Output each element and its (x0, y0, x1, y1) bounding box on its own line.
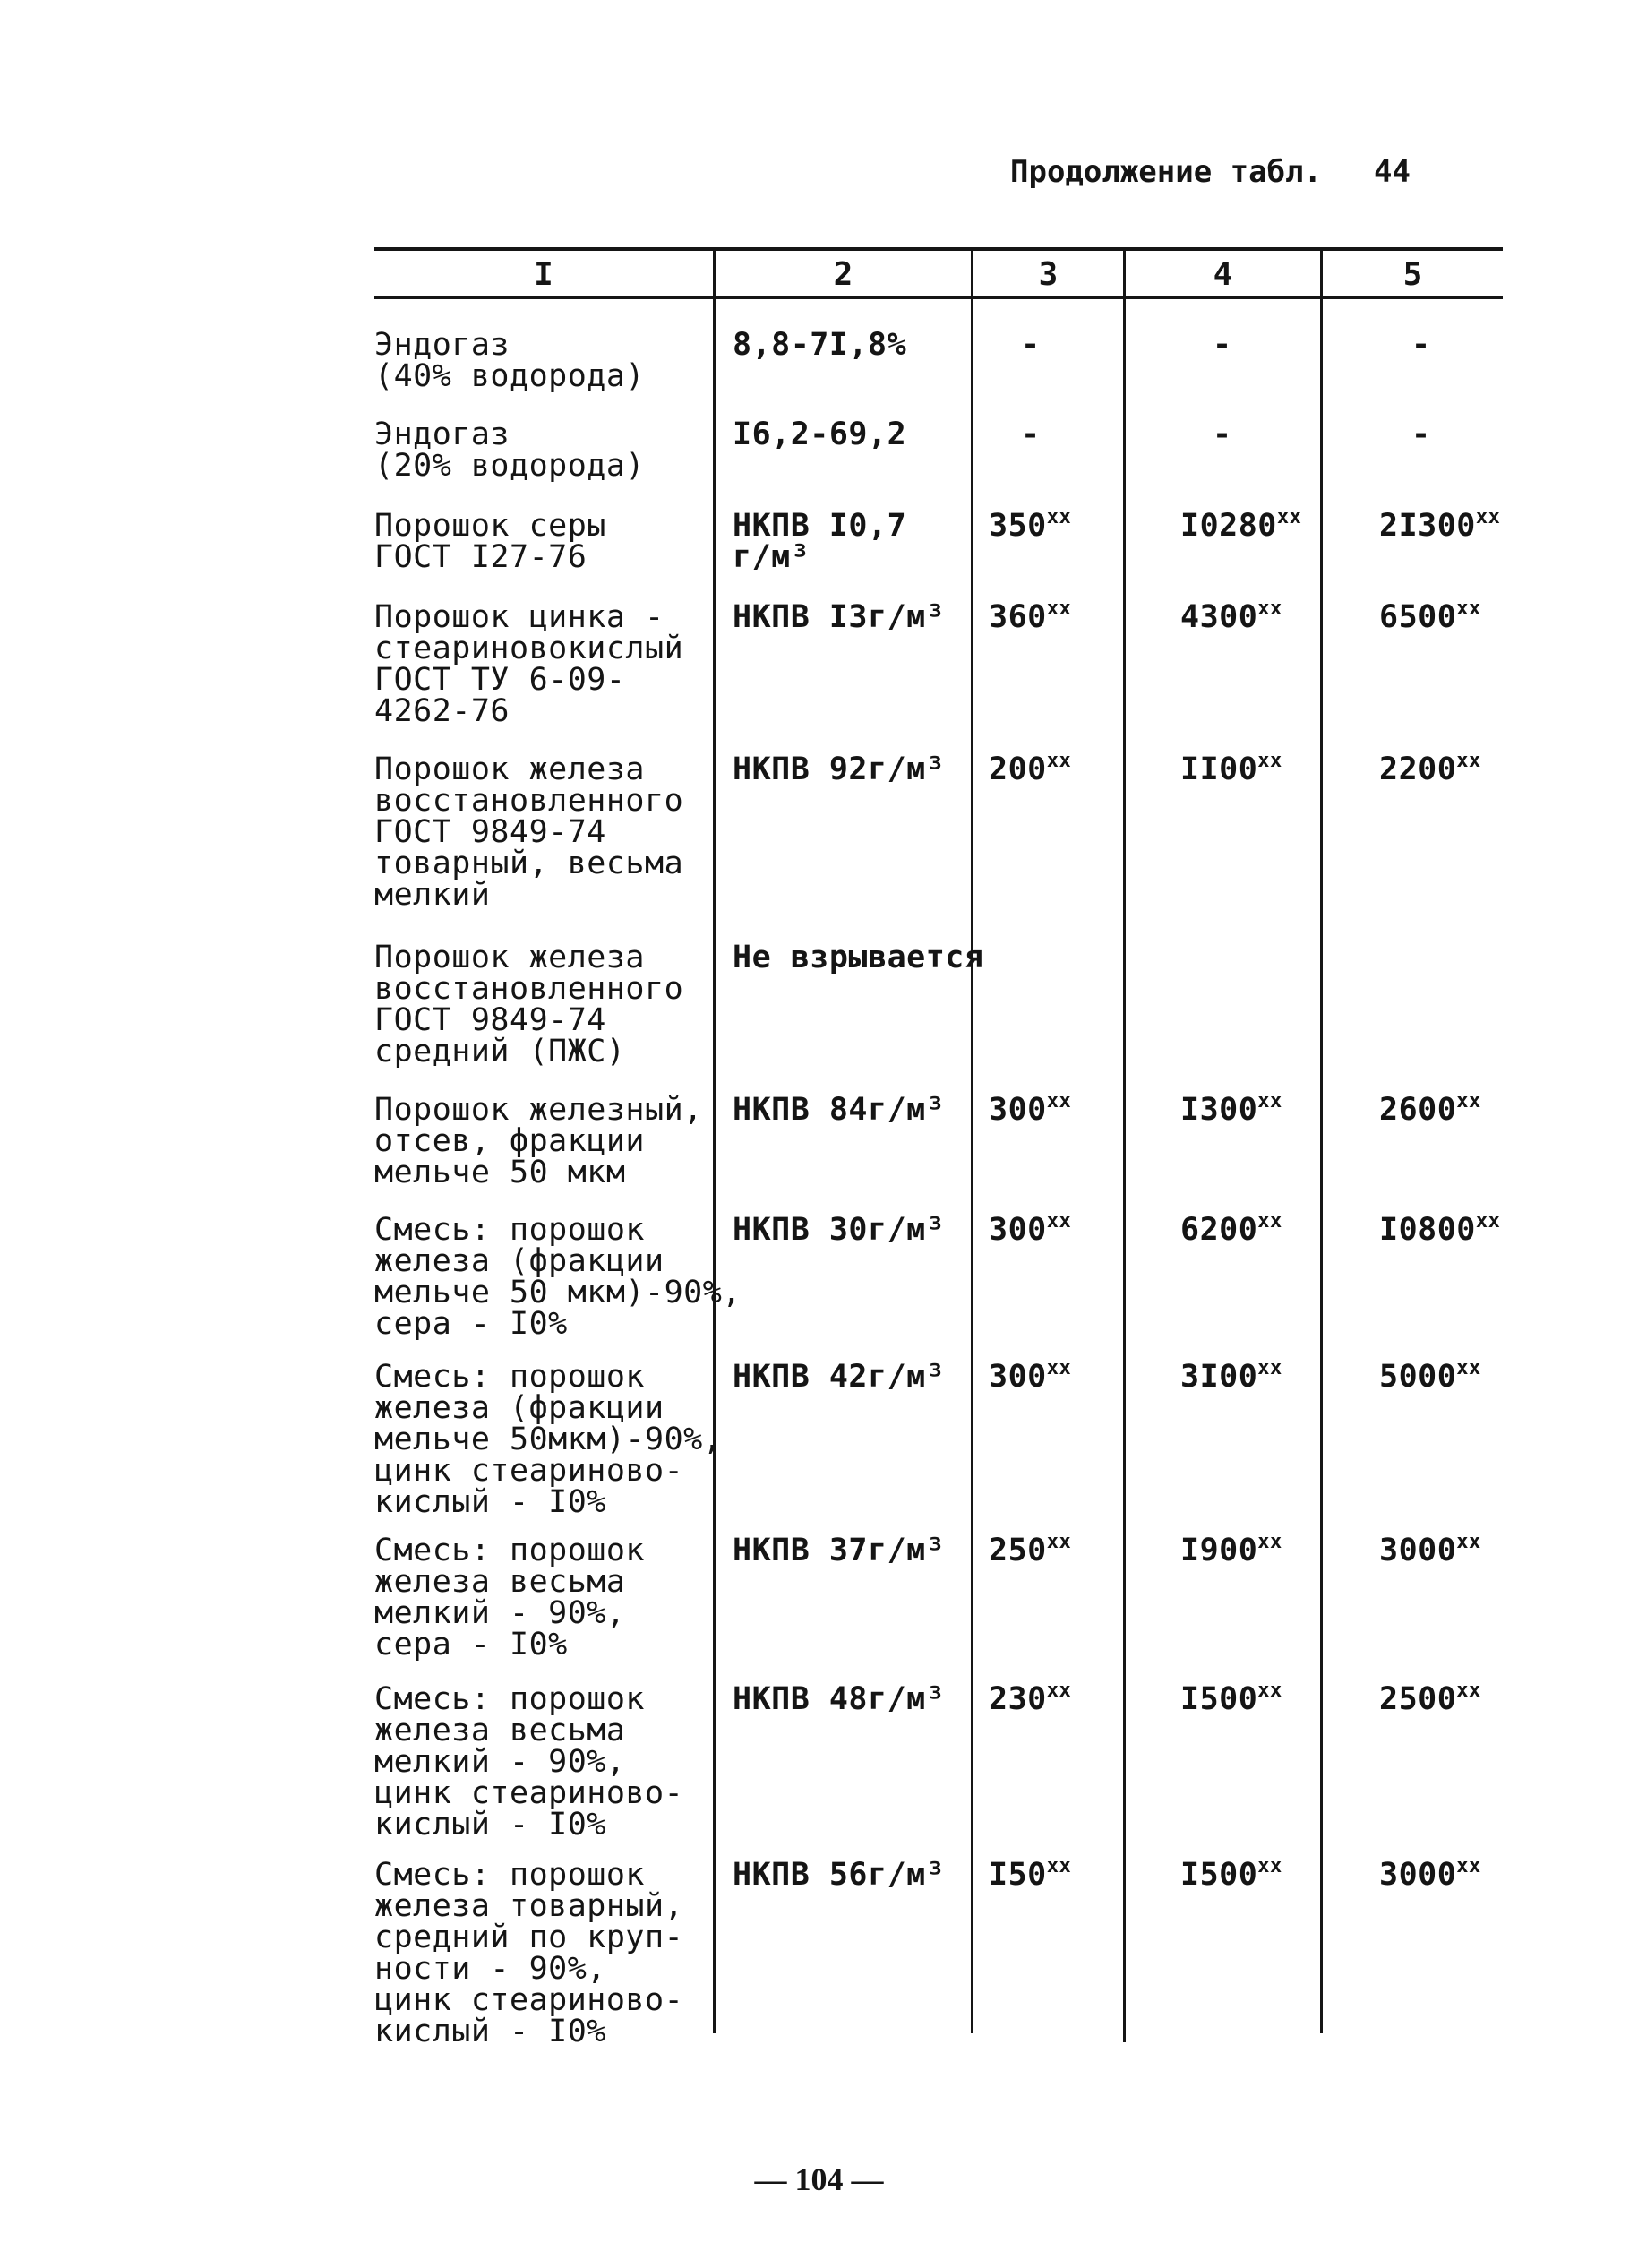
cell-col-4 (1180, 750, 1359, 787)
footnote-mark: xx (1456, 1680, 1481, 1702)
footnote-mark: xx (1475, 506, 1501, 528)
cell-value: I500 (1180, 1857, 1258, 1893)
cell-col-5 (1379, 1090, 1585, 1128)
cell-col-1: Порошок железа восстановленного ГОСТ 9849-74 товарный, весьма мелкий (374, 752, 684, 913)
cell-col-3 (989, 1531, 1132, 1568)
cell-col-2: НКПВ I0,7 г/м³ (733, 508, 907, 575)
cell-col-1: Смесь: порошок железа весьма мелкий - 90%, сера - I0% (374, 1533, 646, 1662)
cell-value: 3000 (1379, 1857, 1457, 1893)
cell-col-2: Не взрывается (733, 940, 984, 975)
cell-col-2: НКПВ 92г/м³ (733, 752, 946, 787)
cell-value: 3I00 (1180, 1359, 1258, 1395)
cell-col-4: - (1213, 417, 1232, 452)
footnote-mark: xx (1257, 1357, 1282, 1379)
column-number-3: 3 (1038, 256, 1059, 293)
cell-col-5 (1379, 506, 1585, 544)
cell-col-3 (989, 1357, 1132, 1395)
cell-col-1: Порошок железа восстановленного ГОСТ 9849-74 средний (ПЖС) (374, 940, 684, 1070)
cell-col-1: Смесь: порошок железа товарный, средний по круп- ности - 90%, цинк стеариново- кислый - I0% (374, 1857, 684, 2049)
cell-col-1: Эндогаз (40% водорода) (374, 327, 646, 394)
cell-col-4 (1180, 1090, 1359, 1128)
cell-col-1: Порошок железный, отсев, фракции мельче 50 мкм (374, 1092, 703, 1190)
cell-value: I300 (1180, 1092, 1258, 1128)
cell-col-3 (989, 1210, 1132, 1248)
cell-value: 6200 (1180, 1212, 1258, 1248)
footnote-mark: xx (1257, 1210, 1282, 1233)
cell-value: 250 (989, 1533, 1047, 1568)
cell-col-4 (1180, 1531, 1359, 1568)
continuation-label: Продолжение табл. (1010, 154, 1322, 190)
cell-value: 300 (989, 1212, 1047, 1248)
footnote-mark: xx (1046, 1855, 1072, 1877)
cell-col-4 (1180, 597, 1359, 635)
cell-col-4 (1180, 1680, 1359, 1717)
footnote-mark: xx (1257, 750, 1282, 772)
cell-col-5 (1379, 1680, 1585, 1717)
cell-value: 3000 (1379, 1533, 1457, 1568)
footnote-mark: xx (1046, 1210, 1072, 1233)
cell-col-3 (989, 750, 1132, 787)
cell-value: I0800 (1379, 1212, 1476, 1248)
cell-col-1: Смесь: порошок железа весьма мелкий - 90%, цинк стеариново- кислый - I0% (374, 1681, 684, 1843)
cell-col-5 (1379, 750, 1585, 787)
table-continuation-header (1010, 154, 1411, 190)
footnote-mark: xx (1046, 506, 1072, 528)
cell-col-5 (1379, 1357, 1585, 1395)
cell-col-5: - (1411, 327, 1431, 363)
cell-col-2: 8,8-7I,8% (733, 327, 907, 363)
cell-value: 2200 (1379, 752, 1457, 787)
cell-col-5: - (1411, 417, 1431, 452)
cell-col-5 (1379, 1855, 1585, 1893)
cell-col-2: НКПВ 30г/м³ (733, 1212, 946, 1248)
cell-col-3 (989, 1680, 1132, 1717)
table-top-rule (374, 247, 1503, 251)
cell-col-1: Смесь: порошок железа (фракции мельче 50 мкм)-90%, сера - I0% (374, 1212, 742, 1342)
footnote-mark: xx (1046, 597, 1072, 620)
table-header-rule (374, 296, 1503, 299)
cell-col-4: - (1213, 327, 1232, 363)
cell-value: 360 (989, 599, 1047, 635)
cell-value: 350 (989, 508, 1047, 544)
footnote-mark: xx (1456, 1090, 1481, 1113)
footnote-mark: xx (1456, 1855, 1481, 1877)
cell-value: 5000 (1379, 1359, 1457, 1395)
footnote-mark: xx (1046, 750, 1072, 772)
table-number: 44 (1374, 154, 1411, 190)
cell-value: II00 (1180, 752, 1258, 787)
cell-value: 2500 (1379, 1681, 1457, 1717)
footnote-mark: xx (1456, 1357, 1481, 1379)
cell-col-4 (1180, 506, 1359, 544)
cell-col-3: - (1021, 417, 1041, 452)
cell-value: 4300 (1180, 599, 1258, 635)
cell-value: I500 (1180, 1681, 1258, 1717)
cell-value: 6500 (1379, 599, 1457, 635)
page-number: — 104 — (754, 2161, 884, 2197)
cell-value: I900 (1180, 1533, 1258, 1568)
cell-col-2: I6,2-69,2 (733, 417, 907, 452)
cell-value: I50 (989, 1857, 1047, 1893)
footnote-mark: xx (1456, 597, 1481, 620)
cell-col-5 (1379, 1531, 1585, 1568)
cell-value: 2600 (1379, 1092, 1457, 1128)
cell-col-5 (1379, 1210, 1585, 1248)
footnote-mark: xx (1257, 1090, 1282, 1113)
cell-value: 300 (989, 1359, 1047, 1395)
column-number-5: 5 (1402, 256, 1423, 293)
cell-col-2: НКПВ I3г/м³ (733, 599, 946, 635)
cell-col-3 (989, 506, 1132, 544)
cell-col-3 (989, 1090, 1132, 1128)
cell-value: 230 (989, 1681, 1047, 1717)
footnote-mark: xx (1456, 1531, 1481, 1553)
footnote-mark: xx (1046, 1090, 1072, 1113)
cell-col-2: НКПВ 42г/м³ (733, 1359, 946, 1395)
footnote-mark: xx (1046, 1357, 1072, 1379)
footnote-mark: xx (1046, 1531, 1072, 1553)
footnote-mark: xx (1276, 506, 1302, 528)
footnote-mark: xx (1475, 1210, 1501, 1233)
cell-col-2: НКПВ 37г/м³ (733, 1533, 946, 1568)
cell-col-3 (989, 597, 1132, 635)
footnote-mark: xx (1257, 1855, 1282, 1877)
column-number-4: 4 (1213, 256, 1233, 293)
footnote-mark: xx (1456, 750, 1481, 772)
cell-value: 300 (989, 1092, 1047, 1128)
cell-col-4 (1180, 1210, 1359, 1248)
footnote-mark: xx (1046, 1680, 1072, 1702)
cell-col-1: Смесь: порошок железа (фракции мельче 50мкм)-90%, цинк стеариново- кислый - I0% (374, 1359, 723, 1520)
column-number-1: I (534, 256, 553, 293)
cell-col-2: НКПВ 48г/м³ (733, 1681, 946, 1717)
cell-col-1: Эндогаз (20% водорода) (374, 417, 646, 484)
cell-col-3 (989, 1855, 1132, 1893)
footnote-mark: xx (1257, 1531, 1282, 1553)
cell-col-4 (1180, 1855, 1359, 1893)
cell-col-5 (1379, 597, 1585, 635)
cell-col-1: Порошок серы ГОСТ I27-76 (374, 508, 606, 575)
cell-value: 200 (989, 752, 1047, 787)
footnote-mark: xx (1257, 597, 1282, 620)
cell-col-3: - (1021, 327, 1041, 363)
cell-col-2: НКПВ 84г/м³ (733, 1092, 946, 1128)
cell-col-4 (1180, 1357, 1359, 1395)
cell-value: 2I300 (1379, 508, 1476, 544)
footnote-mark: xx (1257, 1680, 1282, 1702)
column-number-2: 2 (833, 256, 853, 293)
cell-col-2: НКПВ 56г/м³ (733, 1857, 946, 1893)
cell-col-1: Порошок цинка - стеариновокислый ГОСТ ТУ 6-09- 4262-76 (374, 599, 684, 729)
cell-value: I0280 (1180, 508, 1277, 544)
